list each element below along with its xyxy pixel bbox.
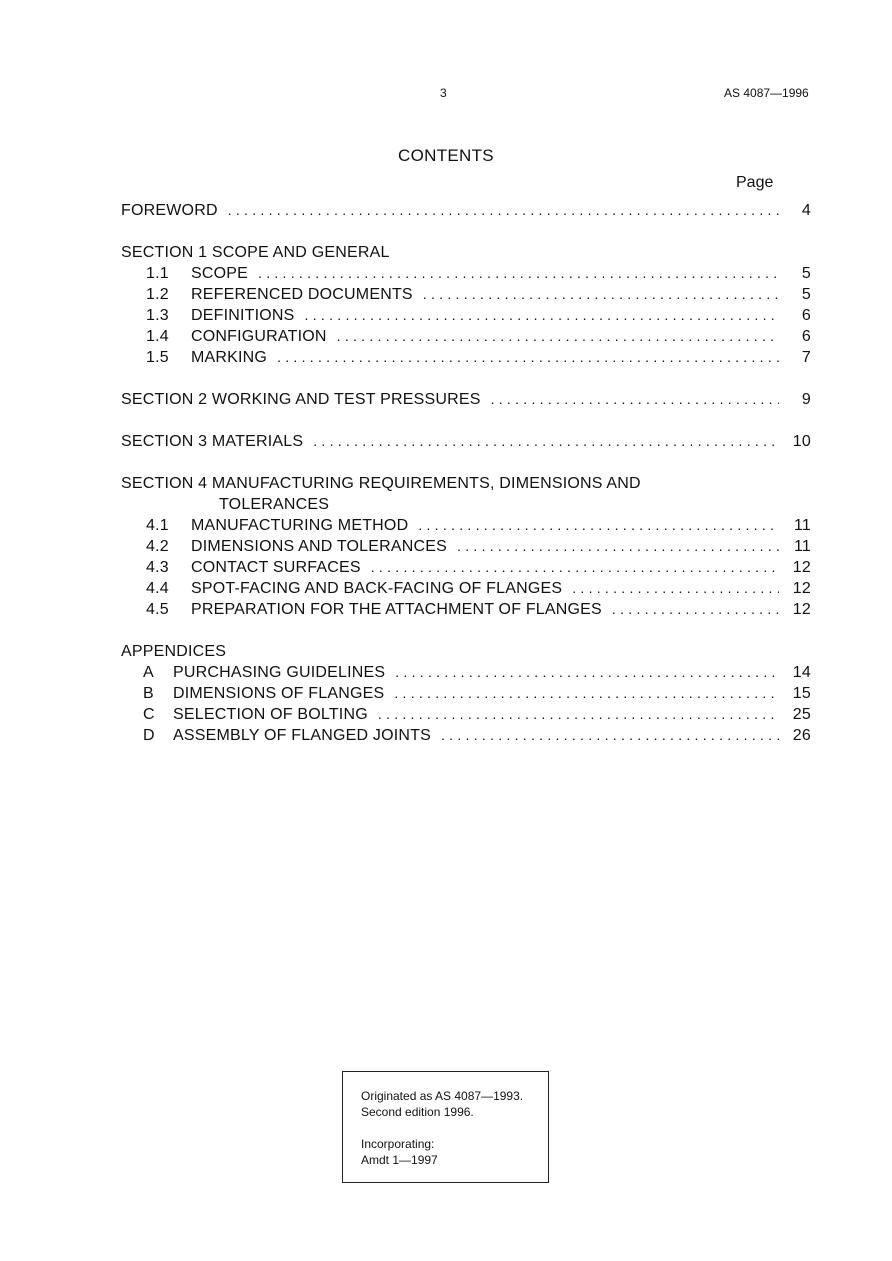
- dot-leader: [313, 431, 779, 452]
- toc-entry-foreword[interactable]: [121, 200, 811, 221]
- toc-entry-number: 1.1: [146, 265, 169, 282]
- toc-entry[interactable]: [121, 704, 811, 725]
- toc-entry[interactable]: [121, 725, 811, 746]
- edition-note-line: Second edition 1996.: [361, 1105, 474, 1119]
- dot-leader: [491, 389, 779, 410]
- dot-leader: [423, 284, 779, 305]
- section-4-heading: [121, 473, 811, 515]
- toc-entry-label: SECTION 3 MATERIALS: [121, 433, 304, 450]
- toc-entry-page: 12: [792, 580, 811, 597]
- toc-entry-section-3[interactable]: [121, 431, 811, 452]
- toc-entry-page: 11: [793, 517, 811, 534]
- toc-entry-label: DIMENSIONS OF FLANGES: [173, 685, 385, 702]
- toc-entry-number: B: [143, 685, 154, 702]
- dot-leader: [394, 683, 779, 704]
- dot-leader: [572, 578, 779, 599]
- toc-entry-label: SECTION 2 WORKING AND TEST PRESSURES: [121, 391, 481, 408]
- toc-entry-page: 12: [792, 559, 811, 576]
- toc-entry-page: 7: [801, 349, 811, 366]
- toc-entry-label: MARKING: [191, 349, 268, 366]
- toc-entry-label: SPOT-FACING AND BACK-FACING OF FLANGES: [191, 580, 563, 597]
- toc-entry-page: 15: [792, 685, 811, 702]
- edition-note-line: Amdt 1—1997: [361, 1153, 438, 1167]
- toc-entry-page: 12: [792, 601, 811, 618]
- table-of-contents: [121, 200, 811, 746]
- toc-entry-section-2[interactable]: [121, 389, 811, 410]
- dot-leader: [277, 347, 779, 368]
- toc-entry[interactable]: [121, 326, 811, 347]
- toc-entry[interactable]: [121, 347, 811, 368]
- toc-entry-number: C: [143, 706, 155, 723]
- toc-entry-label: PURCHASING GUIDELINES: [173, 664, 386, 681]
- toc-entry-page: 5: [801, 286, 811, 303]
- page-number: 3: [440, 86, 447, 100]
- toc-entry-number: 4.5: [146, 601, 169, 618]
- toc-entry[interactable]: [121, 599, 811, 620]
- toc-entry-page: 6: [801, 328, 811, 345]
- standard-code: AS 4087—1996: [724, 86, 809, 100]
- dot-leader: [418, 515, 779, 536]
- section-4-heading-line2: TOLERANCES: [219, 496, 330, 513]
- edition-note-line: Incorporating:: [361, 1137, 435, 1151]
- toc-entry[interactable]: [121, 662, 811, 683]
- toc-entry-page: 25: [792, 706, 811, 723]
- dot-leader: [258, 263, 779, 284]
- dot-leader: [612, 599, 779, 620]
- section-4-heading-line1: SECTION 4 MANUFACTURING REQUIREMENTS, DIMENSIONS AND: [121, 475, 641, 492]
- toc-entry[interactable]: [121, 536, 811, 557]
- toc-entry[interactable]: [121, 305, 811, 326]
- toc-entry[interactable]: [121, 515, 811, 536]
- toc-entry-label: DEFINITIONS: [191, 307, 295, 324]
- toc-entry-label: CONTACT SURFACES: [191, 559, 361, 576]
- toc-entry-label: SCOPE: [191, 265, 249, 282]
- toc-entry-page: 26: [792, 727, 811, 744]
- toc-entry-number: 1.4: [146, 328, 169, 345]
- dot-leader: [337, 326, 779, 347]
- toc-entry-page: 5: [801, 265, 811, 282]
- dot-leader: [395, 662, 779, 683]
- page-column-label: Page: [736, 174, 774, 191]
- toc-entry-number: 1.5: [146, 349, 169, 366]
- toc-entry[interactable]: [121, 557, 811, 578]
- toc-entry-number: 1.2: [146, 286, 169, 303]
- toc-entry-label: PREPARATION FOR THE ATTACHMENT OF FLANGES: [191, 601, 602, 618]
- appendices-heading: APPENDICES: [121, 643, 227, 660]
- edition-note-box: [342, 1071, 549, 1183]
- dot-leader: [441, 725, 779, 746]
- toc-entry-label: FOREWORD: [121, 202, 218, 219]
- toc-entry-page: 4: [801, 202, 811, 219]
- toc-entry-number: A: [143, 664, 154, 681]
- dot-leader: [371, 557, 779, 578]
- toc-entry-page: 10: [792, 433, 811, 450]
- toc-entry-label: SELECTION OF BOLTING: [173, 706, 368, 723]
- toc-entry-page: 6: [801, 307, 811, 324]
- toc-entry-label: MANUFACTURING METHOD: [191, 517, 409, 534]
- section-1-heading: SECTION 1 SCOPE AND GENERAL: [121, 244, 390, 261]
- toc-entry-page: 11: [793, 538, 811, 555]
- toc-entry-page: 9: [801, 391, 811, 408]
- toc-entry-number: 4.2: [146, 538, 169, 555]
- toc-entry-label: ASSEMBLY OF FLANGED JOINTS: [173, 727, 431, 744]
- toc-entry-number: 4.3: [146, 559, 169, 576]
- toc-entry[interactable]: [121, 284, 811, 305]
- dot-leader: [378, 704, 779, 725]
- dot-leader: [305, 305, 779, 326]
- toc-entry-number: 1.3: [146, 307, 169, 324]
- toc-entry-label: DIMENSIONS AND TOLERANCES: [191, 538, 448, 555]
- toc-entry-number: 4.4: [146, 580, 169, 597]
- contents-title: CONTENTS: [398, 146, 494, 165]
- toc-entry-number: 4.1: [146, 517, 169, 534]
- toc-entry[interactable]: [121, 578, 811, 599]
- edition-note-line: Originated as AS 4087—1993.: [361, 1089, 524, 1103]
- toc-entry[interactable]: [121, 263, 811, 284]
- toc-entry-label: CONFIGURATION: [191, 328, 327, 345]
- toc-entry-label: REFERENCED DOCUMENTS: [191, 286, 413, 303]
- dot-leader: [228, 200, 779, 221]
- toc-entry[interactable]: [121, 683, 811, 704]
- toc-entry-page: 14: [792, 664, 811, 681]
- dot-leader: [457, 536, 779, 557]
- toc-entry-number: D: [143, 727, 155, 744]
